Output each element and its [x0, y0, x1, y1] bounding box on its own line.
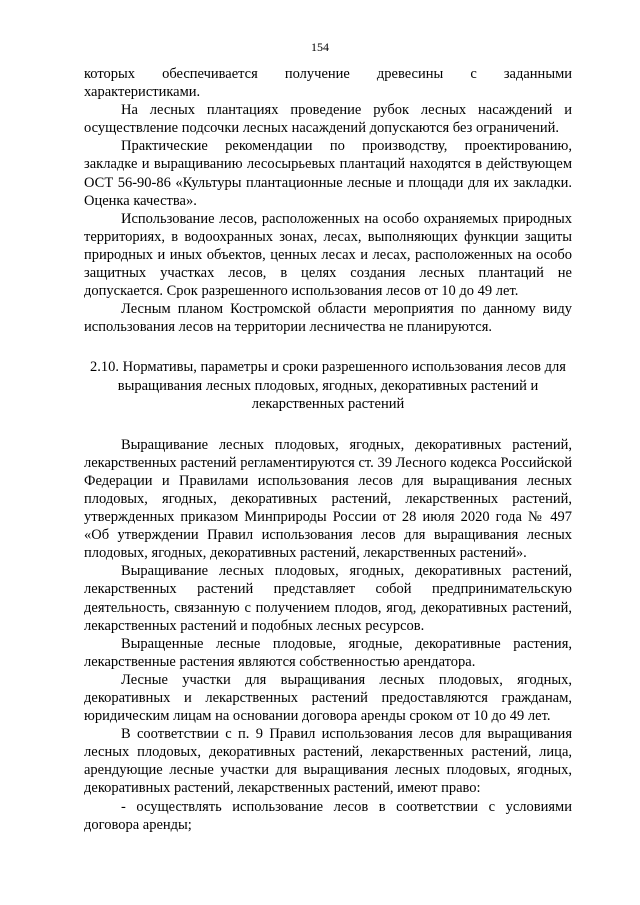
paragraph-forest-plan: Лесным планом Костромской области мероприятия по данному виду использования лесов на территории лесничества не планируются.: [84, 301, 572, 336]
section-heading: 2.10. Нормативы, параметры и сроки разрешенного использования лесов для выращивания лесных плодовых, ягодных, декоративных растений и лекарственных растений: [90, 359, 566, 412]
paragraph-lease-terms: Лесные участки для выращивания лесных плодовых, ягодных, декоративных и лекарственных растений предоставляются гражданам, юридическим лицам на основании договора аренды сроком от 10 до 49 лет.: [84, 671, 572, 725]
paragraph-ownership: Выращенные лесные плодовые, ягодные, декоративные растения, лекарственные растения являются собственностью арендатора.: [84, 635, 572, 670]
list-item-right: - осуществлять использование лесов в соответствии с условиями договора аренды;: [84, 798, 572, 833]
paragraph-practical-recommendations: Практические рекомендации по производству, проектированию, закладке и выращиванию лесосырьевых плантаций находятся в действующем ОСТ 56-90-86 «Культуры плантационные лесные и площади для их закладки. Оценка качества».: [84, 138, 572, 209]
paragraph-protected-territories: Использование лесов, расположенных на особо охраняемых природных территориях, в водоохранных зонах, лесах, выполняющих функции защиты природных и иных объектов, ценных лесах и лесах, расположенных на особо защитных участках лесов, в целях создания лесных плантаций не допускается. Срок разрешенного использования лесов от 10 до 49 лет.: [84, 210, 572, 300]
paragraph-regulation: Выращивание лесных плодовых, ягодных, декоративных растений, лекарственных растений регламентируются ст. 39 Лесного кодекса Российской Федерации и Правилами использования лесов для выращивания лесных плодовых, ягодных, декоративных растений, лекарственных растений, утвержденных приказом Минприроды России от 28 июля 2020 года № 497 «Об утверждении Правил использования лесов для выращивания лесных плодовых, ягодных, декоративных растений, лекарственных растений».: [84, 436, 572, 562]
page-number: 154: [311, 40, 329, 54]
paragraph-continuation: которых обеспечивается получение древесины с заданными характеристиками.: [84, 66, 572, 101]
document-body: [84, 65, 572, 834]
paragraph-plantation-cutting: На лесных плантациях проведение рубок лесных насаждений и осуществление подсочки лесных насаждений допускаются без ограничений.: [84, 102, 572, 137]
paragraph-entrepreneurial-activity: Выращивание лесных плодовых, ягодных, декоративных растений, лекарственных растений представляет собой предпринимательскую деятельность, связанную с получением плодов, ягод, декоративных растений, лекарственных растений и подобных лесных ресурсов.: [84, 563, 572, 634]
paragraph-rights: В соответствии с п. 9 Правил использования лесов для выращивания лесных плодовых, декоративных растений, лекарственных растений, лица, арендующие лесные участки для выращивания лесных плодовых, ягодных, декоративных растений, лекарственных растений, имеют право:: [84, 726, 572, 797]
